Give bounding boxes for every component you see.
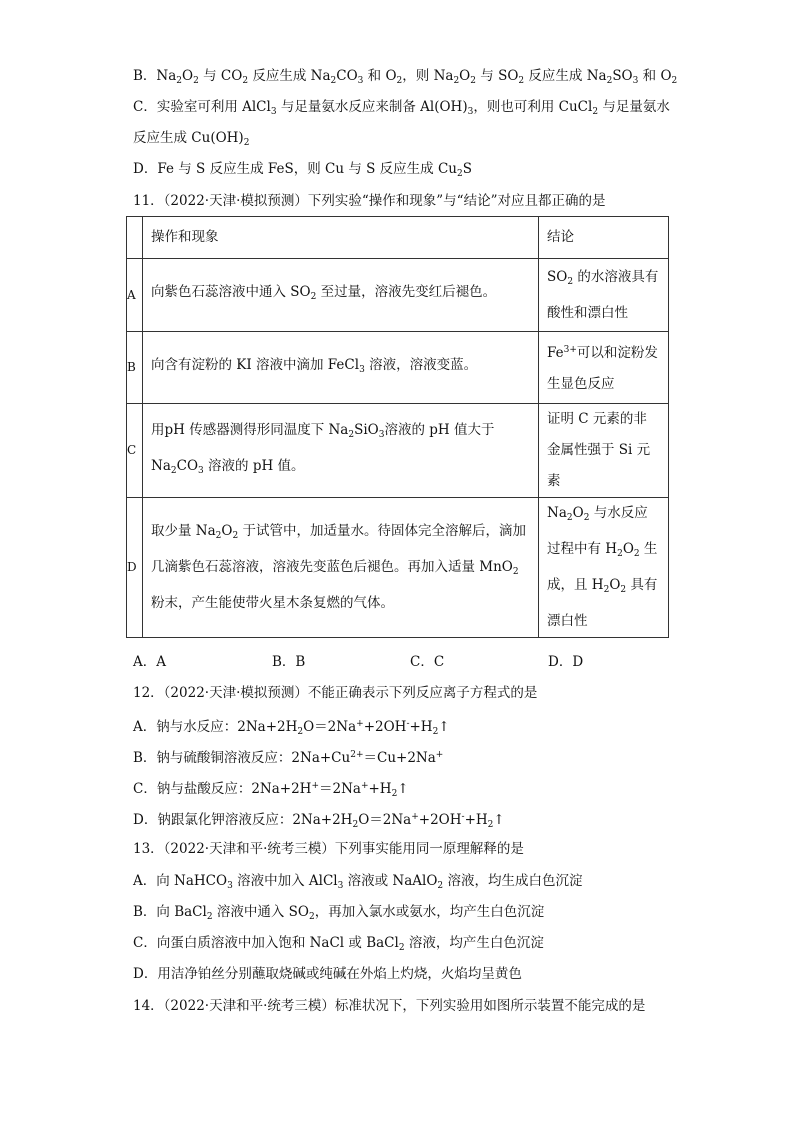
row-op: [143, 498, 539, 638]
superscript: -: [461, 812, 465, 822]
option-b-prev: [133, 66, 677, 91]
subscript: 2: [310, 292, 317, 302]
question-13-stem: 13．（2022·天津和平·统考三模）下列事实能用同一原理解释的是: [133, 841, 524, 857]
subscript: 3: [378, 429, 385, 440]
subscript: 2: [606, 76, 613, 86]
row-label: D: [127, 498, 143, 638]
text-run: 溶液的 pH 值大于 Na: [151, 421, 495, 474]
text-run: O＝2Na: [303, 719, 357, 735]
text-run: ，再加入氯水或氨水，均产生白色沉淀: [314, 904, 545, 920]
text-run: 至过量，溶液先变红后褪色。: [316, 284, 497, 300]
subscript: 2: [456, 169, 463, 179]
q13-option-b: [133, 902, 544, 927]
row-op: [143, 332, 539, 404]
subscript: 3: [359, 364, 365, 375]
text-run: SO: [547, 268, 568, 285]
text-run: ＝Cu+2Na: [363, 750, 436, 766]
subscript: 2: [633, 549, 640, 559]
text-run: O: [622, 541, 634, 557]
text-run: 溶液中通入 SO: [212, 904, 309, 920]
subscript: 2: [330, 76, 337, 86]
table-row: [127, 498, 669, 638]
text-run: O＝2Na: [358, 812, 412, 828]
subscript: 2: [470, 76, 476, 86]
text-run: 与足量氨水: [598, 99, 670, 115]
text-run: ↑: [493, 812, 505, 828]
text-run: Na: [547, 505, 567, 521]
table-header-conc: 结论: [539, 217, 669, 259]
text-run: 溶液的 pH 值。: [203, 457, 305, 474]
text-run: 溶液，均生成白色沉淀: [443, 873, 583, 889]
text-run: CO: [176, 457, 199, 474]
text-run: 反应生成 Na: [248, 68, 331, 84]
row-conc: [539, 404, 669, 498]
answer-d: D．D: [548, 654, 584, 670]
subscript: 2: [566, 513, 573, 523]
table-header-label: [127, 217, 143, 259]
text-run: +H: [368, 781, 392, 797]
text-run: ，则也可利用 CuCl: [473, 99, 593, 115]
subscript: 3: [270, 107, 277, 117]
text-run: SO: [612, 68, 633, 84]
text-run: O: [182, 68, 194, 84]
text-run: 于试管中，加适量水。待固体完全溶解后，滴加几滴紫色石蕊溶液，溶液先变蓝色后褪色。再加入适量 MnO: [151, 523, 526, 575]
question-12-stem: 12．（2022·天津·模拟预测）不能正确表示下列反应离子方程式的是: [133, 685, 538, 701]
text-run: S: [462, 161, 472, 177]
subscript: 2: [617, 549, 623, 559]
text-run: 与足量氨水反应来制备 Al(OH): [276, 99, 468, 115]
subscript: 2: [391, 789, 398, 799]
row-label: A: [127, 259, 143, 332]
text-run: D．Fe 与 S 反应生成 FeS，则 Cu 与 S 反应生成 Cu: [133, 161, 457, 177]
text-run: 具有漂白性: [547, 577, 658, 629]
subscript: 2: [396, 76, 403, 86]
question-11-stem: 11．（2022·天津·模拟预测）下列实验“操作和现象”与“结论”对应且都正确的是: [133, 193, 606, 209]
table-row: [127, 332, 669, 404]
superscript: 3+: [563, 345, 577, 355]
text-run: A．向 NaHCO: [133, 873, 228, 889]
answer-b: B．B: [272, 654, 306, 670]
subscript: 3: [467, 107, 474, 117]
subscript: 3: [227, 881, 233, 891]
text-run: O: [221, 523, 233, 539]
subscript: 2: [206, 912, 213, 922]
row-conc: [539, 332, 669, 404]
subscript: 2: [603, 585, 610, 595]
q12-option-c: [133, 776, 409, 804]
text-run: 和 O: [363, 68, 397, 84]
answer-c: C．C: [410, 654, 445, 670]
subscript: 2: [297, 727, 304, 737]
q13-option-d: D．用洁净铂丝分别蘸取烧碱或纯碱在外焰上灼烧，火焰均呈黄色: [133, 966, 522, 982]
subscript: 2: [193, 76, 199, 86]
text-run: 向含有淀粉的 KI 溶液中滴加 FeCl: [151, 356, 360, 373]
subscript: 2: [487, 820, 494, 830]
subscript: 2: [453, 76, 460, 86]
subscript: 2: [398, 943, 405, 953]
question-11-answers: [133, 652, 633, 672]
text-run: 溶液或 NaAlO: [343, 873, 438, 889]
text-run: ，则 Na: [402, 68, 454, 84]
subscript: 2: [512, 567, 519, 577]
text-run: 与 CO: [198, 68, 243, 84]
text-run: 用pH 传感器测得形同温度下 Na: [151, 421, 349, 438]
subscript: 2: [242, 76, 249, 86]
subscript: 2: [518, 76, 525, 86]
row-conc: [539, 498, 669, 638]
superscript: +: [411, 812, 419, 822]
text-run: Fe: [547, 345, 564, 361]
text-run: 和 O: [638, 68, 672, 84]
text-run: 与 SO: [475, 68, 519, 84]
subscript: 2: [170, 465, 177, 476]
q13-option-a: [133, 871, 582, 896]
text-run: O: [459, 68, 471, 84]
option-c-prev: [133, 97, 670, 122]
superscript: -: [406, 719, 410, 729]
subscript: 2: [583, 513, 590, 523]
q12-option-b: [133, 745, 443, 768]
text-run: 取少量 Na: [151, 523, 216, 539]
text-run: 可以和淀粉发生显色反应: [547, 345, 658, 392]
table-header-op: 操作和现象: [143, 217, 539, 259]
subscript: 2: [567, 276, 574, 287]
subscript: 2: [437, 881, 444, 891]
subscript: 2: [308, 912, 315, 922]
subscript: 3: [337, 881, 344, 891]
text-run: ＝2Na: [319, 781, 361, 797]
text-run: 溶液，均产生白色沉淀: [404, 935, 544, 951]
q13-option-c: [133, 933, 544, 958]
subscript: 2: [348, 429, 355, 440]
subscript: 3: [357, 76, 364, 86]
text-run: 的水溶液具有酸性和漂白性: [547, 268, 659, 321]
superscript: +: [360, 781, 369, 791]
text-run: C．钠与盐酸反应：2Na+2H: [133, 781, 312, 797]
text-run: ↑: [397, 781, 409, 797]
text-run: B．Na: [133, 68, 177, 84]
table-header-row: [127, 217, 669, 259]
text-run: 证明 C 元素的非金属性强于 Si 元素: [547, 411, 651, 489]
q12-option-d: [133, 807, 505, 835]
text-run: B．钠与硫酸铜溶液反应：2Na+Cu: [133, 750, 351, 766]
text-run: C．向蛋白质溶液中加入饱和 NaCl 或 BaCl: [133, 935, 399, 951]
subscript: 2: [671, 76, 678, 86]
subscript: 2: [243, 138, 250, 148]
option-c-prev-cont: [133, 128, 249, 153]
text-run: +H: [464, 812, 488, 828]
superscript: +: [311, 781, 319, 791]
text-run: 溶液，溶液变蓝。: [364, 356, 478, 373]
text-run: SiO: [354, 421, 379, 438]
text-run: +H: [409, 719, 433, 735]
superscript: +: [435, 750, 444, 760]
subscript: 2: [592, 107, 599, 117]
text-run: +2OH: [418, 812, 462, 828]
text-run: CO: [336, 68, 358, 84]
superscript: 2+: [350, 750, 364, 760]
text-run: O: [572, 505, 584, 521]
table-row: [127, 259, 669, 332]
text-run: C．实验室可利用 AlCl: [133, 99, 271, 115]
row-op: [143, 259, 539, 332]
superscript: +: [356, 719, 364, 729]
text-run: 粉末，产生能使带火星木条复燃的气体。: [151, 595, 394, 611]
subscript: 2: [215, 531, 222, 541]
subscript: 3: [198, 465, 204, 476]
text-run: A．钠与水反应：2Na+2H: [133, 719, 298, 735]
q12-option-a: [133, 714, 450, 742]
subscript: 2: [352, 820, 359, 830]
option-d-prev: [133, 159, 472, 184]
subscript: 2: [232, 531, 239, 541]
table-row: [127, 404, 669, 498]
text-run: 向紫色石蕊溶液中通入 SO: [151, 284, 311, 300]
experiment-table: [126, 216, 669, 638]
text-run: B．向 BaCl: [133, 904, 207, 920]
text-run: 生成，且 H: [547, 541, 658, 593]
subscript: 2: [176, 76, 183, 86]
row-label: C: [127, 404, 143, 498]
text-run: O: [609, 577, 621, 593]
question-14-stem: 14．（2022·天津和平·统考三模）标准状况下，下列实验用如图所示装置不能完成的是: [133, 998, 646, 1014]
text-run: +2OH: [363, 719, 407, 735]
text-run: 与水反应过程中有 H: [547, 505, 648, 557]
text-run: 反应生成 Cu(OH): [133, 130, 244, 146]
text-run: D．钠跟氯化钾溶液反应：2Na+2H: [133, 812, 353, 828]
row-conc: [539, 259, 669, 332]
text-run: 溶液中加入 AlCl: [232, 873, 338, 889]
subscript: 2: [620, 585, 627, 595]
text-run: ↑: [438, 719, 450, 735]
subscript: 2: [432, 727, 439, 737]
answer-a: A．A: [133, 654, 166, 670]
row-op: [143, 404, 539, 498]
text-run: 反应生成 Na: [524, 68, 607, 84]
row-label: B: [127, 332, 143, 404]
subscript: 3: [632, 76, 639, 86]
